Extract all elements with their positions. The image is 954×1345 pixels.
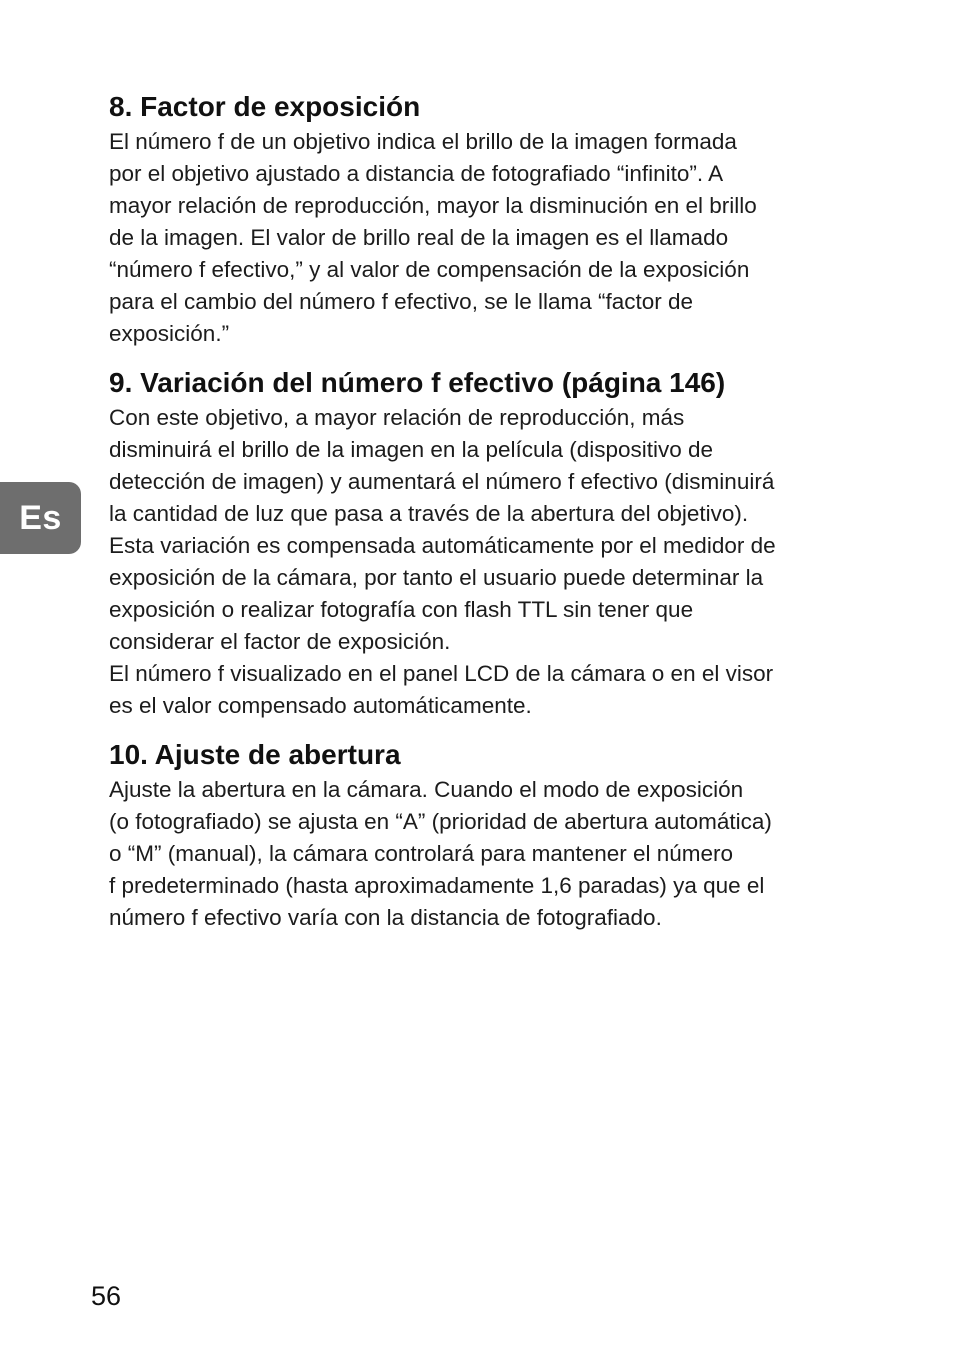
- section-exposure-factor: [109, 88, 869, 350]
- language-tab: [0, 482, 81, 554]
- page-number: 56: [91, 1281, 122, 1311]
- section-title: 8. Factor de exposición: [109, 91, 421, 122]
- section-body: Ajuste la abertura en la cámara. Cuando el modo de exposición (o fotografiado) se ajusta en “A” (prioridad de abertura automática) o “M” (manual), la cámara controlará para mantener el número f predeterminado (hasta aproximadamente 1,6 paradas) ya que el número f efectivo varía con la distancia de fotografiado.: [109, 777, 772, 930]
- section-effective-f-number: [109, 364, 869, 722]
- section-aperture-setting: [109, 736, 869, 934]
- page-content: [109, 88, 869, 934]
- section-title: 10. Ajuste de abertura: [109, 739, 401, 770]
- language-tab-label: Es: [19, 498, 62, 537]
- section-title: 9. Variación del número f efectivo (página 146): [109, 367, 726, 398]
- section-body: Con este objetivo, a mayor relación de reproducción, más disminuirá el brillo de la imagen en la película (dispositivo de detección de imagen) y aumentará el número f efectivo (disminuirá la cantidad de luz que pasa a través de la abertura del objetivo). Esta variación es compensada automáticamente por el medidor de exposición de la cámara, por tanto el usuario puede determinar la exposición o realizar fotografía con flash TTL sin tener que considerar el factor de exposición. El número f visualizado en el panel LCD de la cámara o en el visor es el valor compensado automáticamente.: [109, 405, 776, 718]
- section-body: El número f de un objetivo indica el brillo de la imagen formada por el objetivo ajustado a distancia de fotografiado “infinito”. A mayor relación de reproducción, mayor la disminución en el brillo de la imagen. El valor de brillo real de la imagen es el llamado “número f efectivo,” y al valor de compensación de la exposición para el cambio del número f efectivo, se le llama “factor de exposición.”: [109, 129, 757, 346]
